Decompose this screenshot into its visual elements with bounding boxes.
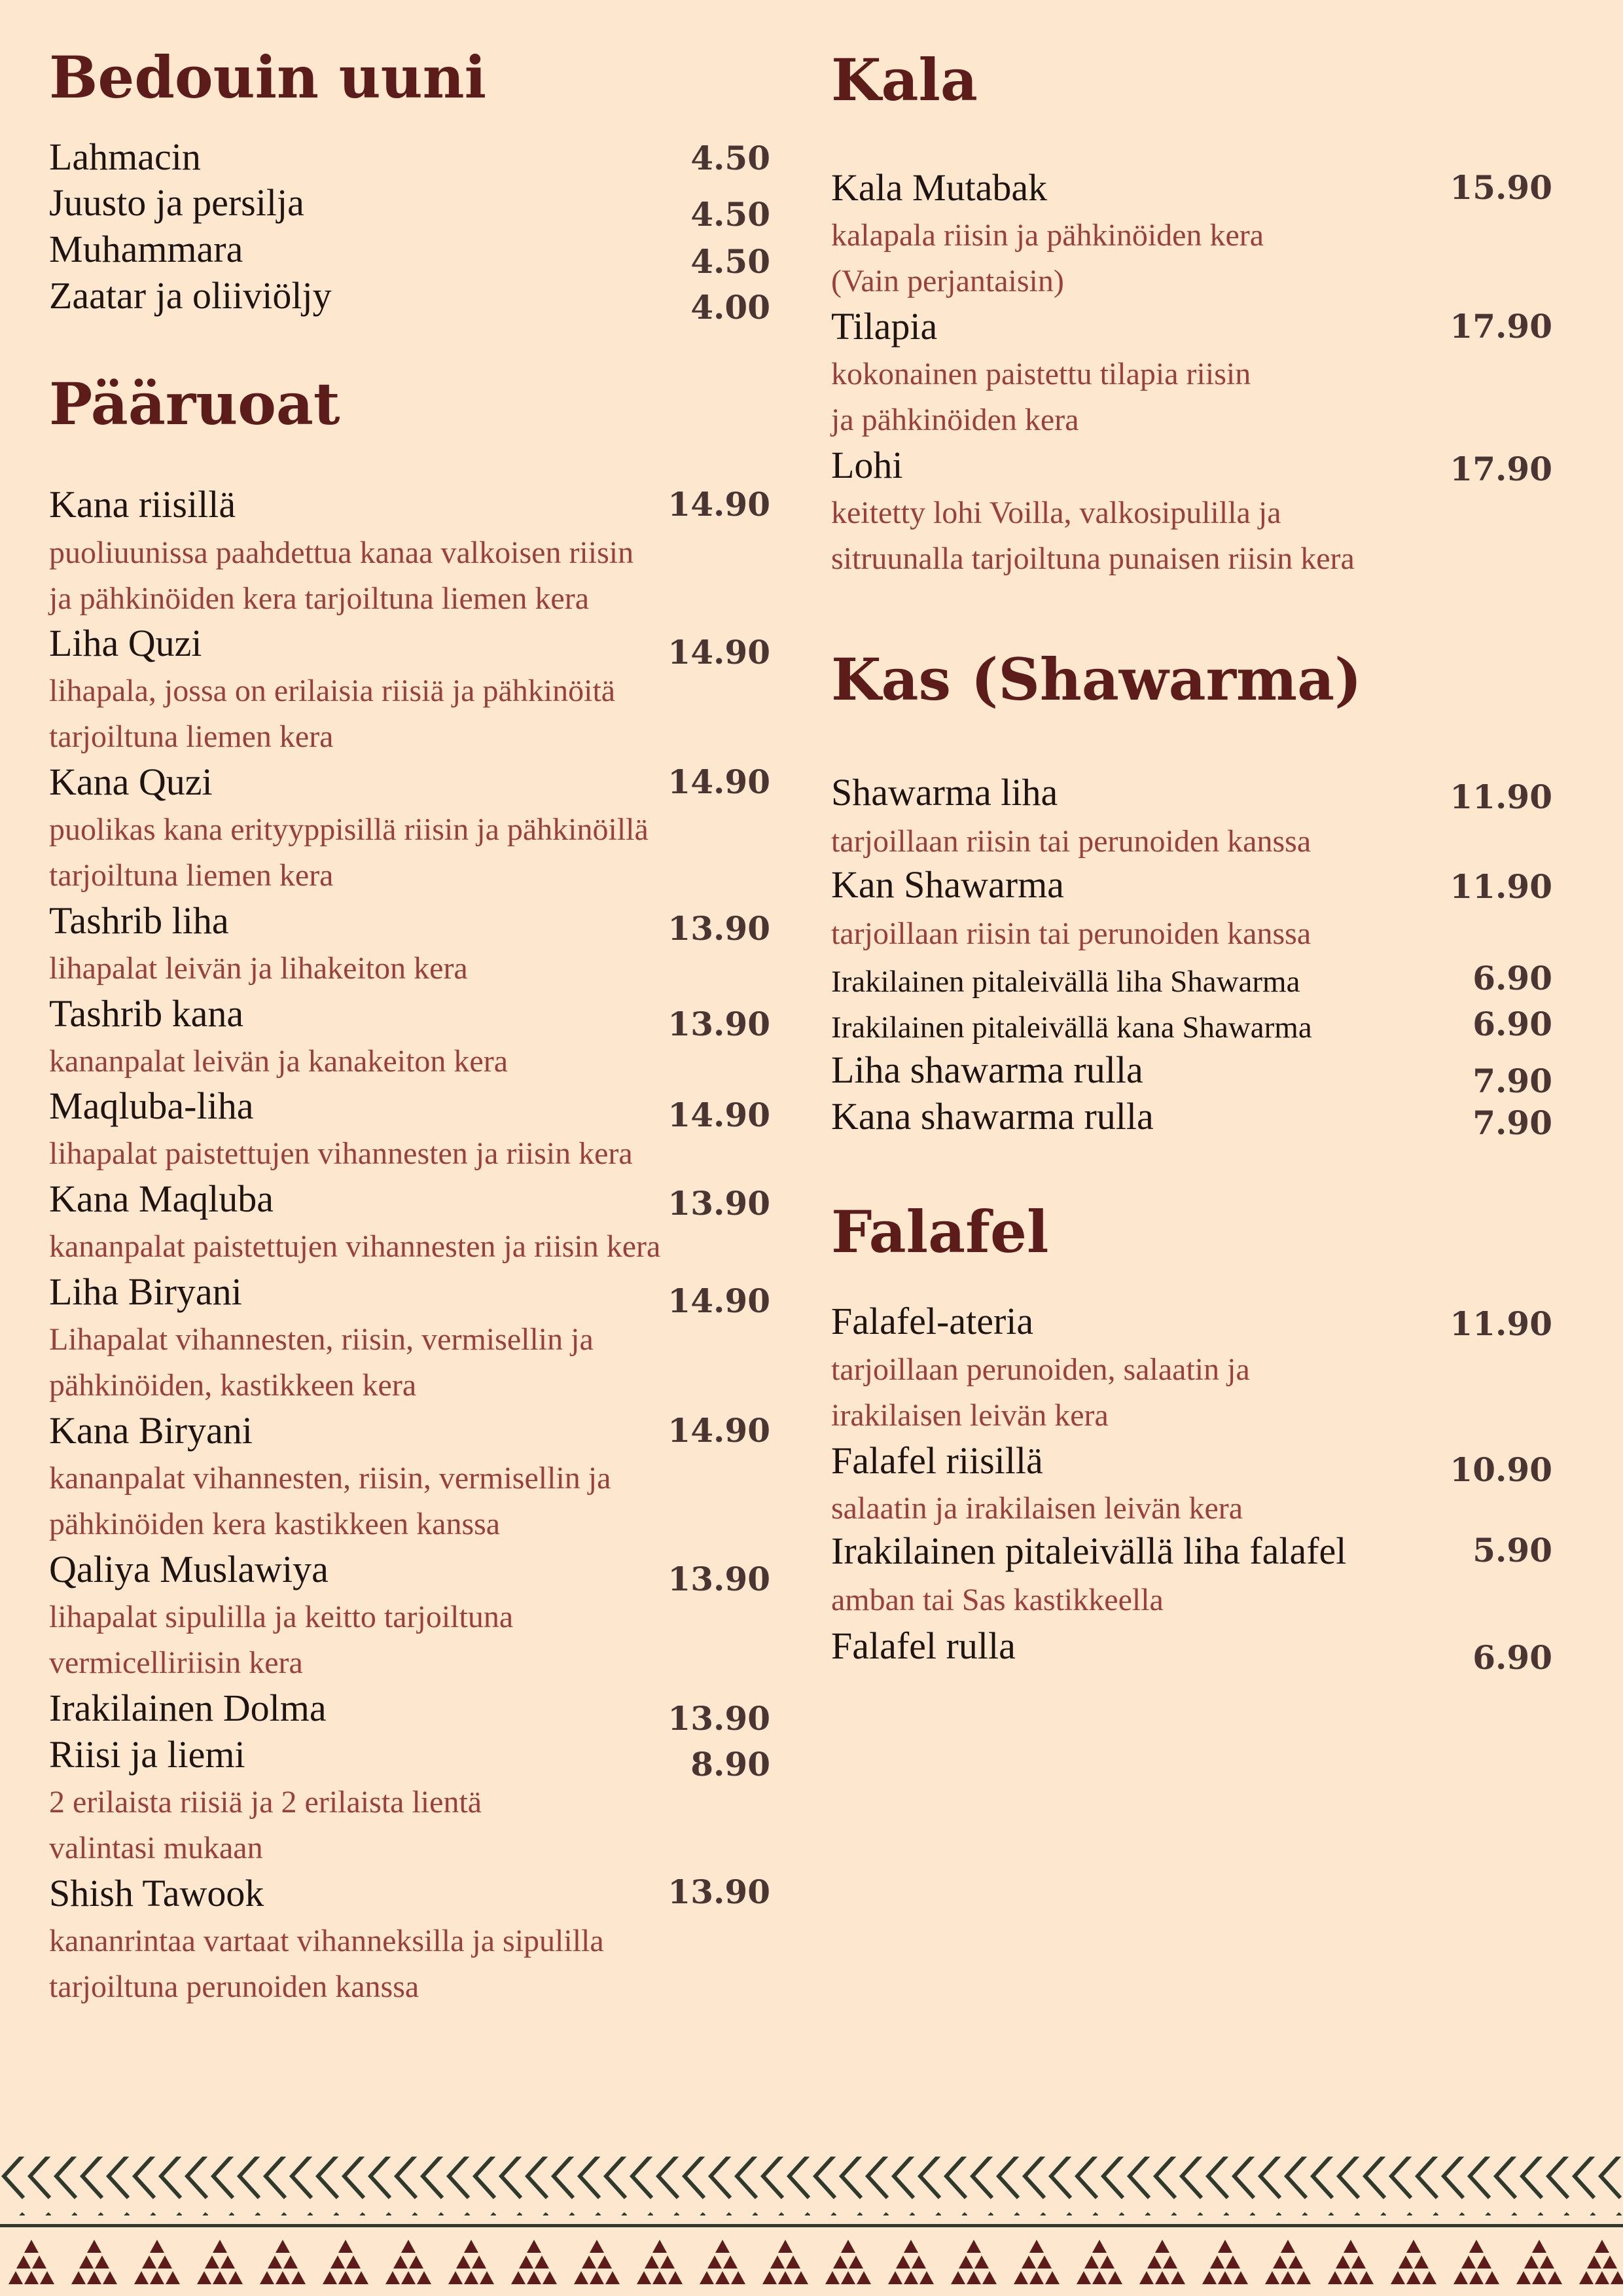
menu-item-name: Zaatar ja oliiviöljy xyxy=(49,274,332,317)
menu-item-description: ja pähkinöiden kera tarjoiltuna liemen kera xyxy=(49,581,589,616)
menu-item-description: amban tai Sas kastikkeella xyxy=(831,1583,1164,1617)
menu-item-description: ja pähkinöiden kera xyxy=(831,403,1079,437)
divider-line xyxy=(0,2224,1623,2227)
menu-item-name: Falafel-ateria xyxy=(831,1300,1034,1342)
menu-item-description: pähkinöiden kera kastikkeen kanssa xyxy=(49,1507,501,1541)
menu-item-price: 11.90 xyxy=(1450,867,1552,906)
menu-item-price: 13.90 xyxy=(668,1184,770,1223)
menu-item-price: 6.90 xyxy=(1472,959,1552,997)
menu-item-price: 13.90 xyxy=(668,1560,770,1598)
menu-item-price: 13.90 xyxy=(668,1873,770,1911)
menu-item-description: lihapalat paistettujen vihannesten ja riisin kera xyxy=(49,1136,633,1171)
menu-item-description: puoliuunissa paahdettua kanaa valkoisen riisin xyxy=(49,535,634,570)
menu-item-price: 14.90 xyxy=(668,1282,770,1320)
menu-item-name: Kana shawarma rulla xyxy=(831,1095,1154,1138)
menu-item-name: Irakilainen pitaleivällä kana Shawarma xyxy=(831,1011,1312,1045)
menu-item-name: Liha shawarma rulla xyxy=(831,1049,1143,1091)
chevron-band xyxy=(0,2157,1623,2215)
menu-item-description: tarjoillaan perunoiden, salaatin ja xyxy=(831,1352,1250,1387)
menu-item-description: tarjoillaan riisin tai perunoiden kanssa xyxy=(831,824,1311,859)
menu-item-name: Maqluba-liha xyxy=(49,1085,254,1127)
menu-item-name: Muhammara xyxy=(49,228,243,270)
menu-item-description: kananpalat vihannesten, riisin, vermisellin ja xyxy=(49,1461,611,1496)
menu-item-name: Kana Quzi xyxy=(49,761,213,803)
menu-item-name: Irakilainen Dolma xyxy=(49,1687,327,1729)
menu-item-name: Lohi xyxy=(831,444,903,486)
section-title-paaruoat: Pääruoat xyxy=(49,370,340,438)
menu-item-name: Shawarma liha xyxy=(831,771,1058,814)
menu-item-price: 8.90 xyxy=(690,1745,770,1784)
menu-item-price: 15.90 xyxy=(1450,168,1552,207)
menu-item-name: Irakilainen pitaleivällä liha Shawarma xyxy=(831,965,1300,999)
section-title-falafel: Falafel xyxy=(831,1198,1049,1266)
menu-item-description: lihapala, jossa on erilaisia riisiä ja pähkinöitä xyxy=(49,673,616,708)
menu-item-description: (Vain perjantaisin) xyxy=(831,264,1064,298)
menu-item-price: 11.90 xyxy=(1450,1304,1552,1343)
menu-item-price: 14.90 xyxy=(668,762,770,801)
menu-item-description: Lihapalat vihannesten, riisin, vermisellin ja xyxy=(49,1322,594,1357)
menu-item-description: pähkinöiden, kastikkeen kera xyxy=(49,1368,417,1403)
menu-item-name: Tilapia xyxy=(831,305,938,348)
menu-item-name: Kana Maqluba xyxy=(49,1177,274,1220)
menu-item-description: tarjoiltuna perunoiden kanssa xyxy=(49,1969,419,2004)
menu-item-name: Tashrib liha xyxy=(49,899,229,942)
section-title-kala: Kala xyxy=(831,46,978,114)
menu-item-description: kananrintaa vartaat vihanneksilla ja sipulilla xyxy=(49,1924,604,1958)
menu-item-price: 4.50 xyxy=(690,242,770,281)
menu-item-description: kokonainen paistettu tilapia riisin xyxy=(831,357,1251,391)
menu-item-price: 7.90 xyxy=(1472,1103,1552,1142)
menu-item-description: vermicelliriisin kera xyxy=(49,1645,303,1680)
menu-item-description: lihapalat sipulilla ja keitto tarjoiltuna xyxy=(49,1600,514,1634)
menu-item-name: Tashrib kana xyxy=(49,992,244,1035)
menu-item-name: Qaliya Muslawiya xyxy=(49,1548,329,1590)
menu-item-description: salaatin ja irakilaisen leivän kera xyxy=(831,1491,1243,1526)
menu-item-price: 6.90 xyxy=(1472,1005,1552,1043)
menu-item-price: 14.90 xyxy=(668,633,770,672)
menu-item-price: 5.90 xyxy=(1472,1531,1552,1570)
menu-item-price: 4.00 xyxy=(690,288,770,327)
menu-item-price: 4.50 xyxy=(690,195,770,234)
menu-item-description: tarjoillaan riisin tai perunoiden kanssa xyxy=(831,916,1311,951)
menu-item-description: lihapalat leivän ja lihakeiton kera xyxy=(49,951,468,986)
menu-item-name: Irakilainen pitaleivällä liha falafel xyxy=(831,1530,1347,1572)
menu-item-price: 13.90 xyxy=(668,1699,770,1738)
menu-item-price: 7.90 xyxy=(1472,1062,1552,1100)
menu-item-name: Liha Biryani xyxy=(49,1270,242,1313)
triangle-band xyxy=(0,2238,1623,2284)
menu-item-price: 4.50 xyxy=(690,139,770,177)
menu-item-name: Riisi ja liemi xyxy=(49,1733,245,1776)
menu-item-price: 13.90 xyxy=(668,1005,770,1043)
menu-item-description: irakilaisen leivän kera xyxy=(831,1398,1109,1433)
menu-item-description: puolikas kana erityyppisillä riisin ja pähkinöillä xyxy=(49,812,649,847)
section-title-shawarma: Kas (Shawarma) xyxy=(831,645,1362,713)
menu-item-description: kananpalat paistettujen vihannesten ja riisin kera xyxy=(49,1229,661,1264)
menu-item-price: 13.90 xyxy=(668,909,770,948)
menu-item-description: keitetty lohi Voilla, valkosipulilla ja xyxy=(831,495,1281,530)
menu-item-name: Shish Tawook xyxy=(49,1872,264,1914)
menu-item-price: 14.90 xyxy=(668,485,770,524)
menu-item-description: 2 erilaista riisiä ja 2 erilaista lientä xyxy=(49,1785,482,1820)
menu-item-description: tarjoiltuna liemen kera xyxy=(49,719,334,754)
menu-item-price: 17.90 xyxy=(1450,307,1552,346)
menu-item-description: sitruunalla tarjoiltuna punaisen riisin kera xyxy=(831,541,1355,576)
decorative-border xyxy=(0,2147,1623,2296)
section-title-bedouin-uuni: Bedouin uuni xyxy=(49,43,486,111)
menu-item-name: Liha Quzi xyxy=(49,622,202,664)
menu-item-name: Falafel riisillä xyxy=(831,1439,1043,1482)
menu-item-description: valintasi mukaan xyxy=(49,1831,263,1865)
menu-item-price: 17.90 xyxy=(1450,450,1552,488)
menu-item-name: Kana Biryani xyxy=(49,1409,253,1452)
menu-item-description: kananpalat leivän ja kanakeiton kera xyxy=(49,1044,508,1079)
menu-item-name: Kan Shawarma xyxy=(831,863,1064,906)
menu-item-price: 10.90 xyxy=(1450,1450,1552,1489)
menu-item-price: 11.90 xyxy=(1450,778,1552,816)
menu-item-name: Lahmacin xyxy=(49,135,201,178)
menu-item-price: 14.90 xyxy=(668,1411,770,1450)
menu-item-name: Juusto ja persilja xyxy=(49,181,304,224)
menu-item-price: 6.90 xyxy=(1472,1638,1552,1677)
menu-item-description: kalapala riisin ja pähkinöiden kera xyxy=(831,218,1264,253)
menu-item-name: Falafel rulla xyxy=(831,1624,1016,1667)
menu-item-name: Kala Mutabak xyxy=(831,166,1048,209)
menu-item-name: Kana riisillä xyxy=(49,483,236,526)
menu-item-description: tarjoiltuna liemen kera xyxy=(49,858,334,893)
menu-item-price: 14.90 xyxy=(668,1096,770,1134)
